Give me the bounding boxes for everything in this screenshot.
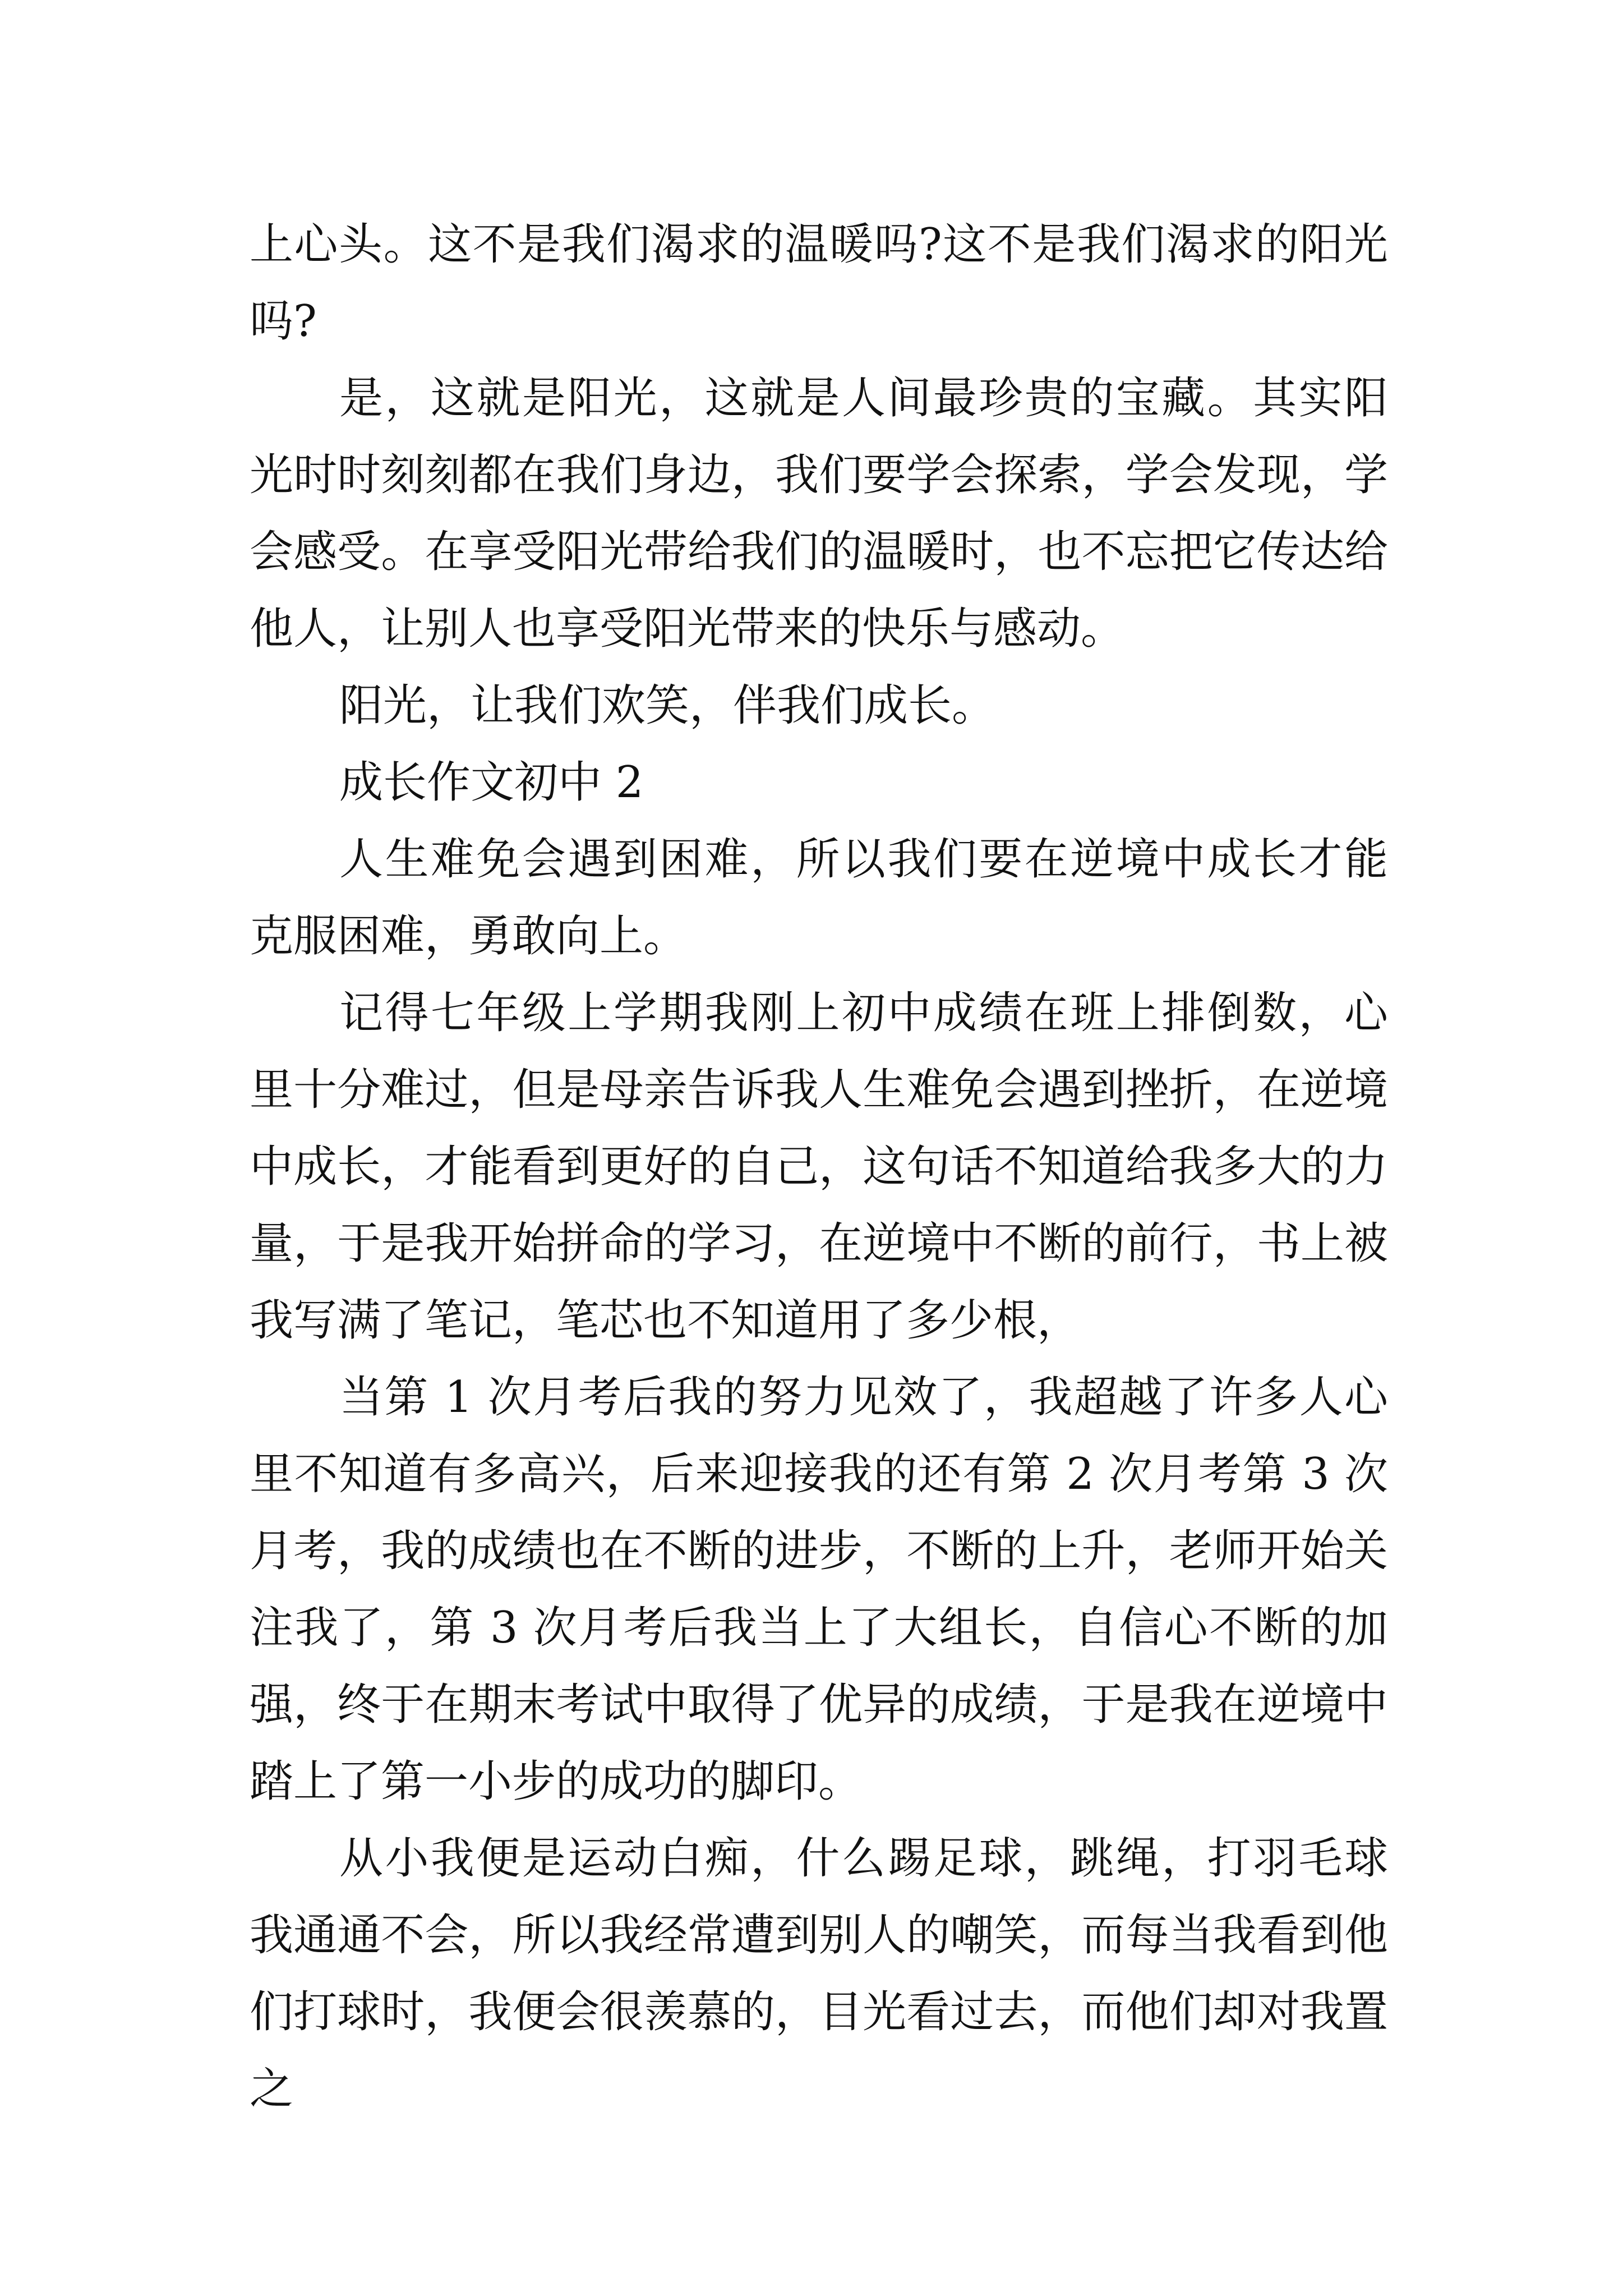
section-heading: 成长作文初中 2	[339, 757, 644, 808]
paragraph-2: 是，这就是阳光，这就是人间最珍贵的宝藏。其实阳光时时刻刻都在我们身边，我们要学会探索，学会发现，学会感受。在享受阳光带给我们的温暖时，也不忘把它传达给他人，让别人也享受阳光带来的快乐与感动。	[250, 373, 1388, 654]
paragraph-7: 从小我便是运动白痴，什么踢足球，跳绳，打羽毛球我通通不会，所以我经常遭到别人的嘲笑，而每当我看到他们打球时，我便会很羡慕的，目光看过去，而他们却对我置之	[250, 1833, 1388, 2114]
paragraph-5: 记得七年级上学期我刚上初中成绩在班上排倒数，心里十分难过，但是母亲告诉我人生难免会遇到挫折，在逆境中成长，才能看到更好的自己，这句话不知道给我多大的力量，于是我开始拼命的学习，在逆境中不断的前行，书上被我写满了笔记，笔芯也不知道用了多少根，	[250, 988, 1388, 1346]
paragraph-1: 上心头。这不是我们渴求的温暖吗?这不是我们渴求的阳光吗?	[250, 219, 1388, 347]
paragraph-6: 当第 1 次月考后我的努力见效了，我超越了许多人心里不知道有多高兴，后来迎接我的还有第 2 次月考第 3 次月考，我的成绩也在不断的进步，不断的上升，老师开始关注我了，第 3 次月考后我当上了大组长，自信心不断的加强，终于在期末考试中取得了优异的成绩，于是我在逆境中踏上了第一小步的成功的脚印。	[250, 1372, 1388, 1807]
document-body	[250, 206, 1388, 2128]
paragraph-3: 阳光，让我们欢笑，伴我们成长。	[339, 680, 996, 731]
paragraph-4: 人生难免会遇到困难，所以我们要在逆境中成长才能克服困难，勇敢向上。	[250, 834, 1388, 961]
